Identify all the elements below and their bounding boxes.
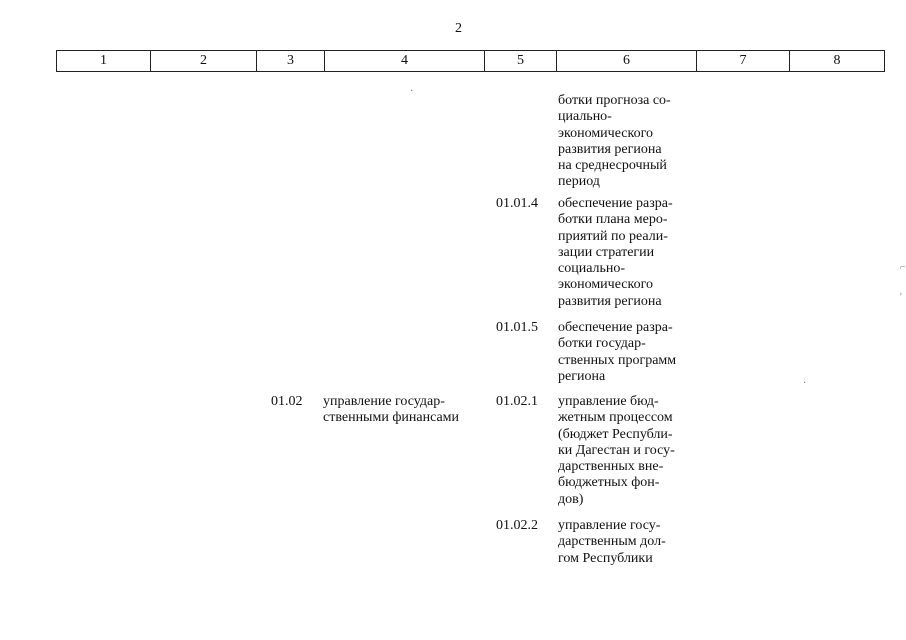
description-line: гом Республики: [558, 550, 653, 566]
description-line: обеспечение разра-: [558, 196, 673, 211]
description-line: экономического: [558, 125, 653, 141]
description-line: региона: [558, 368, 606, 384]
description-line: дарственных вне-: [558, 459, 664, 475]
description-line: жетным процессом: [558, 410, 673, 426]
description-line: на среднесрочный: [558, 158, 667, 174]
page-number: 2: [455, 21, 462, 36]
row-2-description: [558, 320, 676, 385]
row-4-description: [558, 518, 666, 567]
scan-speck: ·: [803, 378, 807, 389]
row-3-section-code: 01.02: [271, 394, 303, 409]
header-col-3: 3: [257, 51, 325, 72]
section-title-line: ственными финансами: [323, 410, 460, 426]
description-line: (бюджет Республи-: [558, 426, 673, 442]
description-line: бюджетных фон-: [558, 475, 660, 491]
description-line: управление бюд-: [558, 394, 659, 409]
description-line: экономического: [558, 277, 653, 293]
description-line: обеспечение разра-: [558, 320, 673, 335]
header-col-1: 1: [57, 51, 151, 72]
row-3-code: 01.02.1: [496, 394, 538, 409]
section-title-line: управление государ-: [323, 394, 445, 409]
header-col-4: 4: [325, 51, 485, 72]
header-col-8: 8: [790, 51, 885, 72]
description-line: развития региона: [558, 293, 662, 309]
row-3-section-title: [323, 394, 459, 427]
description-line: дов): [558, 491, 584, 507]
row-1-code: 01.01.4: [496, 196, 538, 211]
description-line: приятий по реали-: [558, 228, 668, 244]
description-line: социально-: [558, 261, 626, 277]
header-col-7: 7: [697, 51, 790, 72]
scan-speck: ': [900, 292, 902, 303]
scan-speck: ·: [410, 86, 414, 97]
description-line: циально-: [558, 109, 612, 125]
description-line: ки Дагестан и госу-: [558, 442, 675, 458]
scan-speck: ⌐: [900, 262, 906, 273]
row-1-description: [558, 196, 673, 310]
row-3-description: [558, 394, 675, 508]
description-line: ботки плана меро-: [558, 212, 668, 228]
description-line: период: [558, 174, 600, 190]
row-2-code: 01.01.5: [496, 320, 538, 335]
description-line: ственных программ: [558, 352, 677, 368]
column-number-header: [56, 50, 885, 72]
description-line: ботки государ-: [558, 336, 646, 352]
description-line: ботки прогноза со-: [558, 93, 671, 108]
description-line: зации стратегии: [558, 244, 655, 260]
row-0-description: [558, 93, 671, 191]
header-col-6: 6: [557, 51, 697, 72]
description-line: развития региона: [558, 141, 662, 157]
description-line: управление госу-: [558, 518, 661, 533]
header-col-5: 5: [485, 51, 557, 72]
row-4-code: 01.02.2: [496, 518, 538, 533]
header-col-2: 2: [151, 51, 257, 72]
description-line: дарственным дол-: [558, 534, 666, 550]
